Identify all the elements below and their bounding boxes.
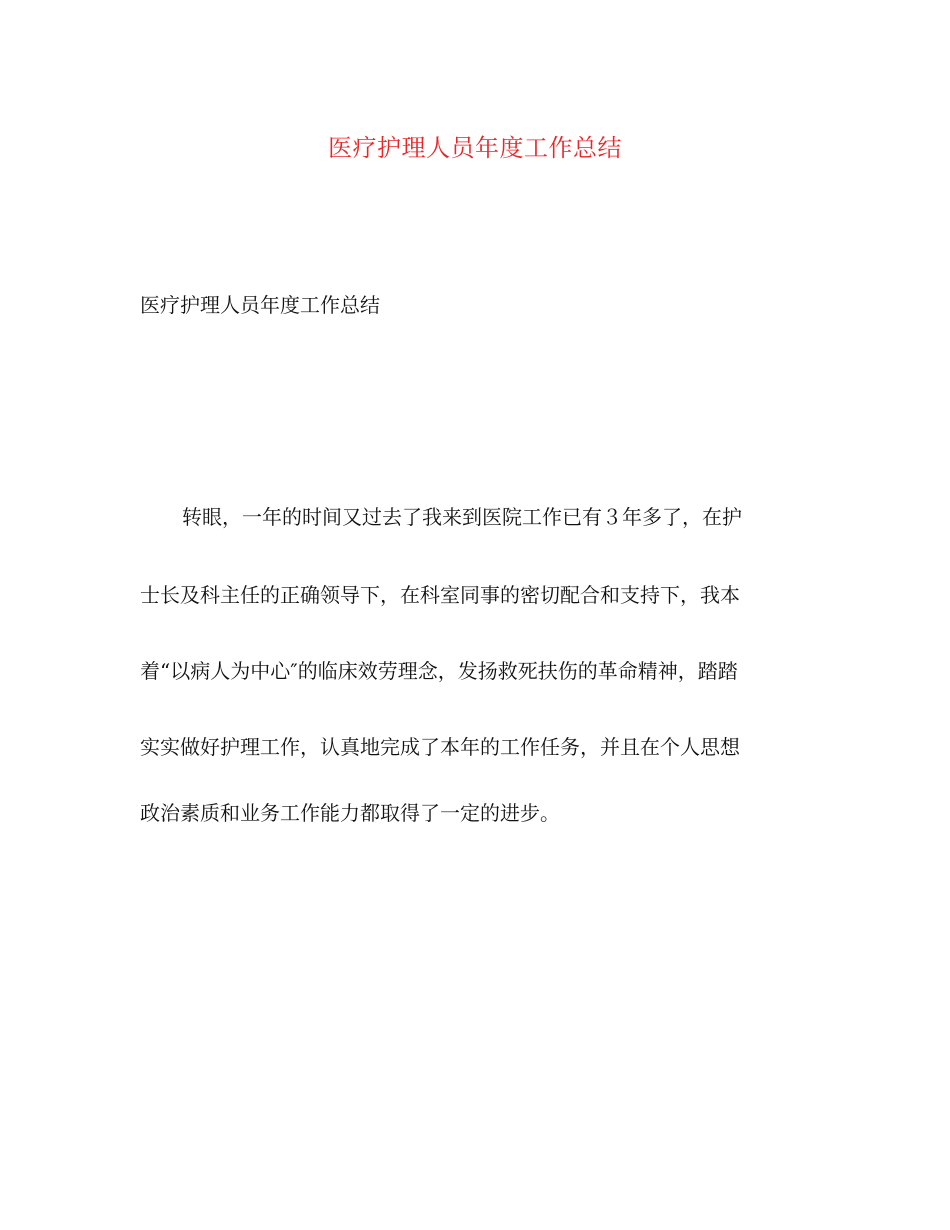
paragraph-line: 士长及科主任的正确领导下，在科室同事的密切配合和支持下，我本 xyxy=(140,583,740,607)
paragraph-line: 着“以病人为中心″的临床效劳理念，发扬救死扶伤的革命精神，踏踏 xyxy=(140,659,738,683)
paragraph-line: 实实做好护理工作，认真地完成了本年的工作任务，并且在个人思想 xyxy=(140,735,740,759)
document-subtitle: 医疗护理人员年度工作总结 xyxy=(140,293,380,317)
document-title: 医疗护理人员年度工作总结 xyxy=(328,134,622,162)
paragraph-line: 转眼，一年的时间又过去了我来到医院工作已有３年多了，在护 xyxy=(182,505,742,529)
paragraph-line: 政治素质和业务工作能力都取得了一定的进步。 xyxy=(140,801,560,825)
